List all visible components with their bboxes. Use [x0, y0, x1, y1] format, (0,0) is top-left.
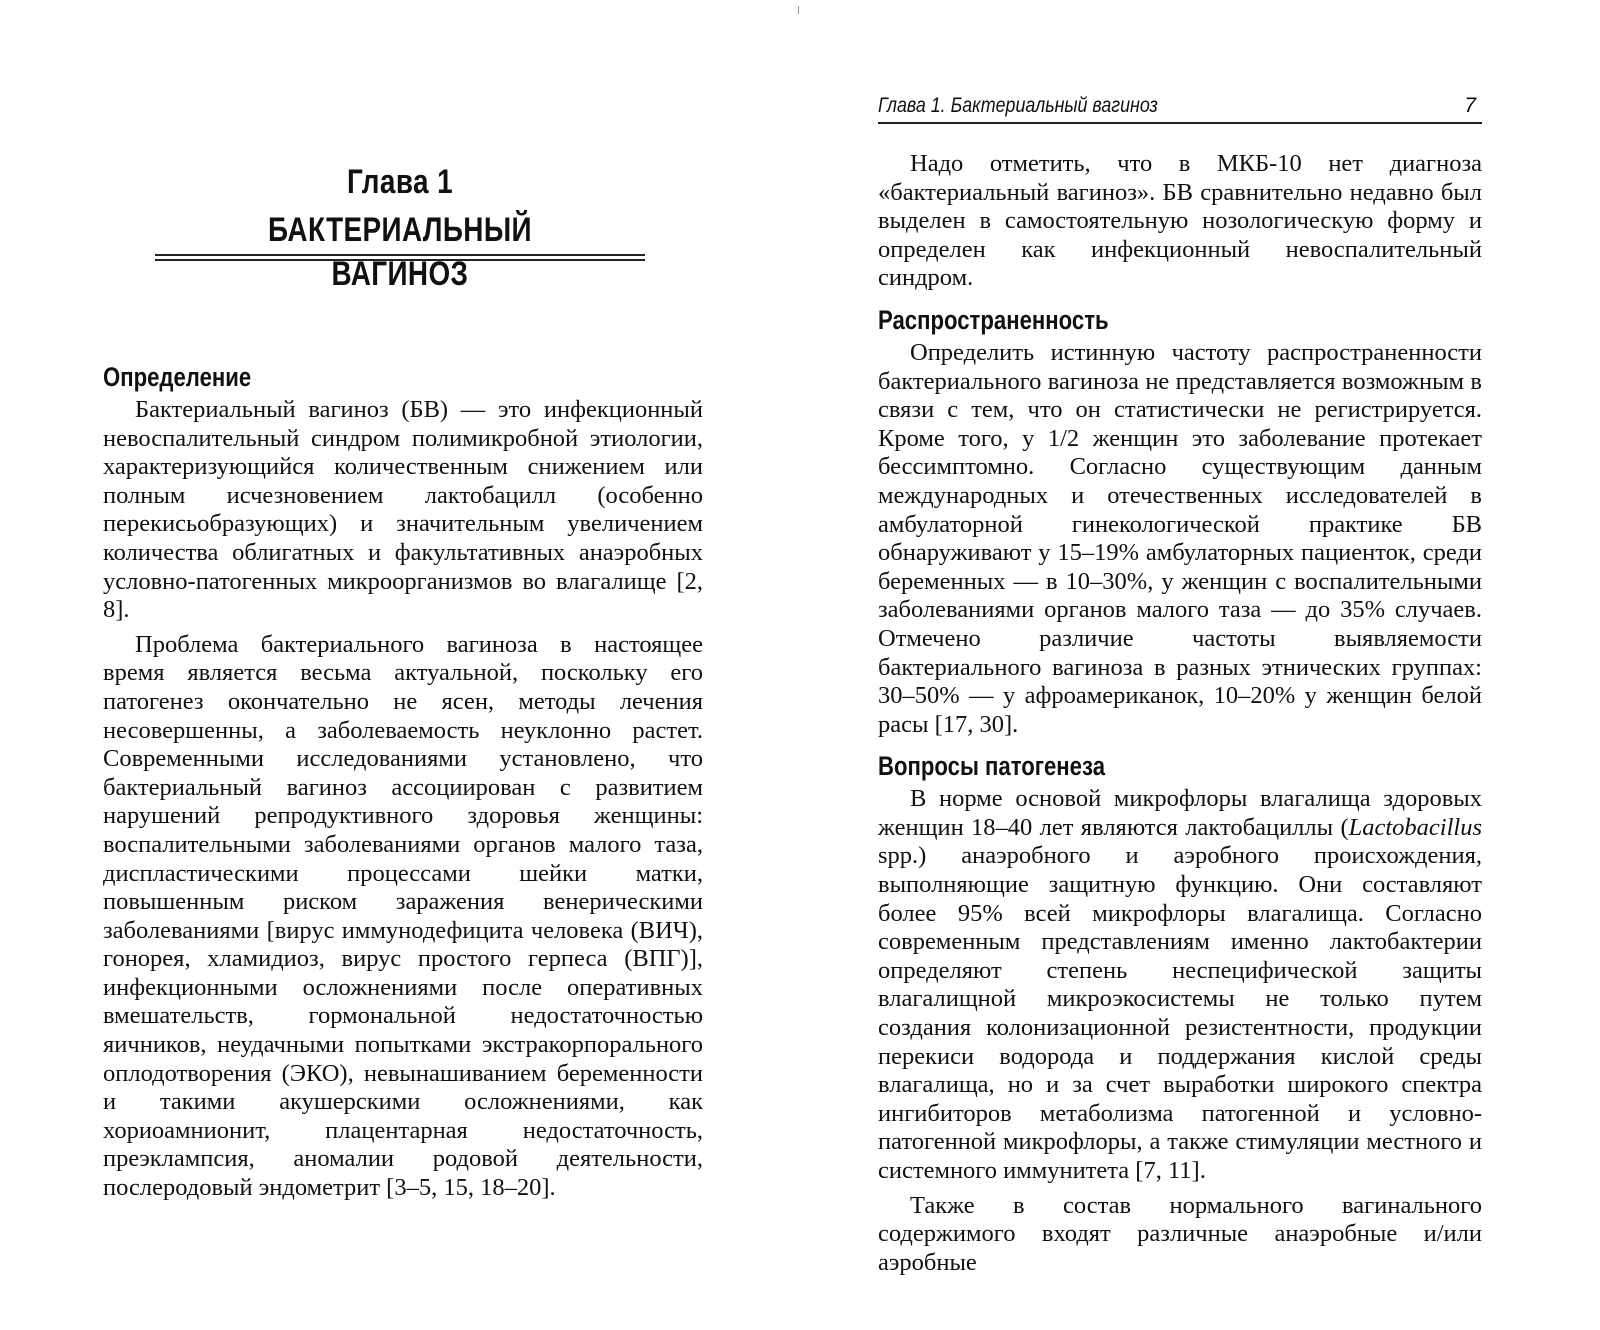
latin-genus-name: Lactobacillus	[1348, 813, 1482, 841]
chapter-heading	[155, 160, 645, 296]
pathogenesis-paragraph	[878, 785, 1482, 1185]
chapter-double-rule	[155, 254, 645, 261]
chapter-title: БАКТЕРИАЛЬНЫЙ ВАГИНОЗ	[268, 211, 532, 293]
pathogenesis-text-part-2: spp.) анаэробного и аэробного происхождения, выполняющие защитную функцию. Они составляют более 95% всей микрофлоры влагалища. Согласно современным представлениям именно лактобактерии определяют степень неспецифической защиты влагалищной микроэкосистемы не только путем создания колонизационной резистентности, продукции перекиси водорода и поддержания кислой среды влагалища, но и за счет выработки широкого спектра ингибиторов метаболизма патогенной и условно-патогенной микрофлоры, а также стимуляции местного и системного иммунитета [7, 11].	[878, 842, 1482, 1184]
running-title: Глава 1. Бактериальный вагиноз	[878, 94, 1158, 117]
left-text-column	[103, 360, 703, 1203]
intro-paragraph: Надо отметить, что в МКБ-10 нет диагноза «бактериальный вагиноз». БВ сравнительно недавно был выделен в самостоятельную нозологическую форму и определен как инфекционный невоспалительный синдром.	[878, 150, 1482, 292]
section-heading-prevalence: Распространенность	[878, 304, 1109, 335]
prevalence-paragraph: Определить истинную частоту распространенности бактериального вагиноза не представляется возможным в связи с тем, что он статистически не регистрируется. Кроме того, у 1/2 женщин это заболевание протекает бессимптомно. Согласно существующим данным международных и отечественных исследователей в амбулаторной гинекологической практике БВ обнаруживают у 15–19% амбулаторных пациенток, среди беременных — в 10–30%, у женщин с воспалительными заболеваниями органов малого таза — до 35% случаев. Отмечено различие частоты выявляемости бактериального вагиноза в разных этнических группах: 30–50% — у афроамериканок, 10–20% у женщин белой расы [17, 30].	[878, 338, 1482, 738]
definition-paragraph: Бактериальный вагиноз (БВ) — это инфекционный невоспалительный синдром полимикробной этиологии, характеризующийся количественным снижением или полным исчезновением лактобацилл (особенно перекисьобразующих) и значительным увеличением количества облигатных и факультативных анаэробных условно-патогенных микроорганизмов во влагалище [2, 8].	[103, 396, 703, 624]
chapter-label: Глава 1	[346, 163, 454, 201]
normal-flora-paragraph: Также в состав нормального вагинального содержимого входят различные анаэробные и/или аэробные	[878, 1191, 1482, 1276]
problem-paragraph: Проблема бактериального вагиноза в настоящее время является весьма актуальной, поскольку его патогенез окончательно не ясен, методы лечения несовершенны, а заболеваемость неуклонно растет. Современными исследованиями установлено, что бактериальный вагиноз ассоциирован с развитием нарушений репродуктивного здоровья женщины: воспалительными заболеваниями органов малого таза, диспластическими процессами шейки матки, повышенным риском заражения венерическими заболеваниями [вирус иммунодефицита человека (ВИЧ), гонорея, хламидиоз, вирус простого герпеса (ВПГ)], инфекционными осложнениями после оперативных вмешательств, гормональной недостаточностью яичников, неудачными попытками экстракорпорального оплодотворения (ЭКО), невынашиванием беременности и такими акушерскими осложнениями, как хориоамнионит, плацентарная недостаточность, преэклампсия, аномалии родовой деятельности, послеродовый эндометрит [3–5, 15, 18–20].	[103, 630, 703, 1202]
page-number: 7	[1464, 94, 1476, 117]
running-header	[878, 92, 1482, 124]
section-heading-pathogenesis: Вопросы патогенеза	[878, 751, 1106, 782]
pathogenesis-text-part-1: В норме основой микрофлоры влагалища здоровых женщин 18–40 лет являются лактобациллы (	[878, 785, 1482, 841]
right-text-column	[878, 150, 1482, 1277]
section-heading-definition: Определение	[103, 362, 252, 392]
